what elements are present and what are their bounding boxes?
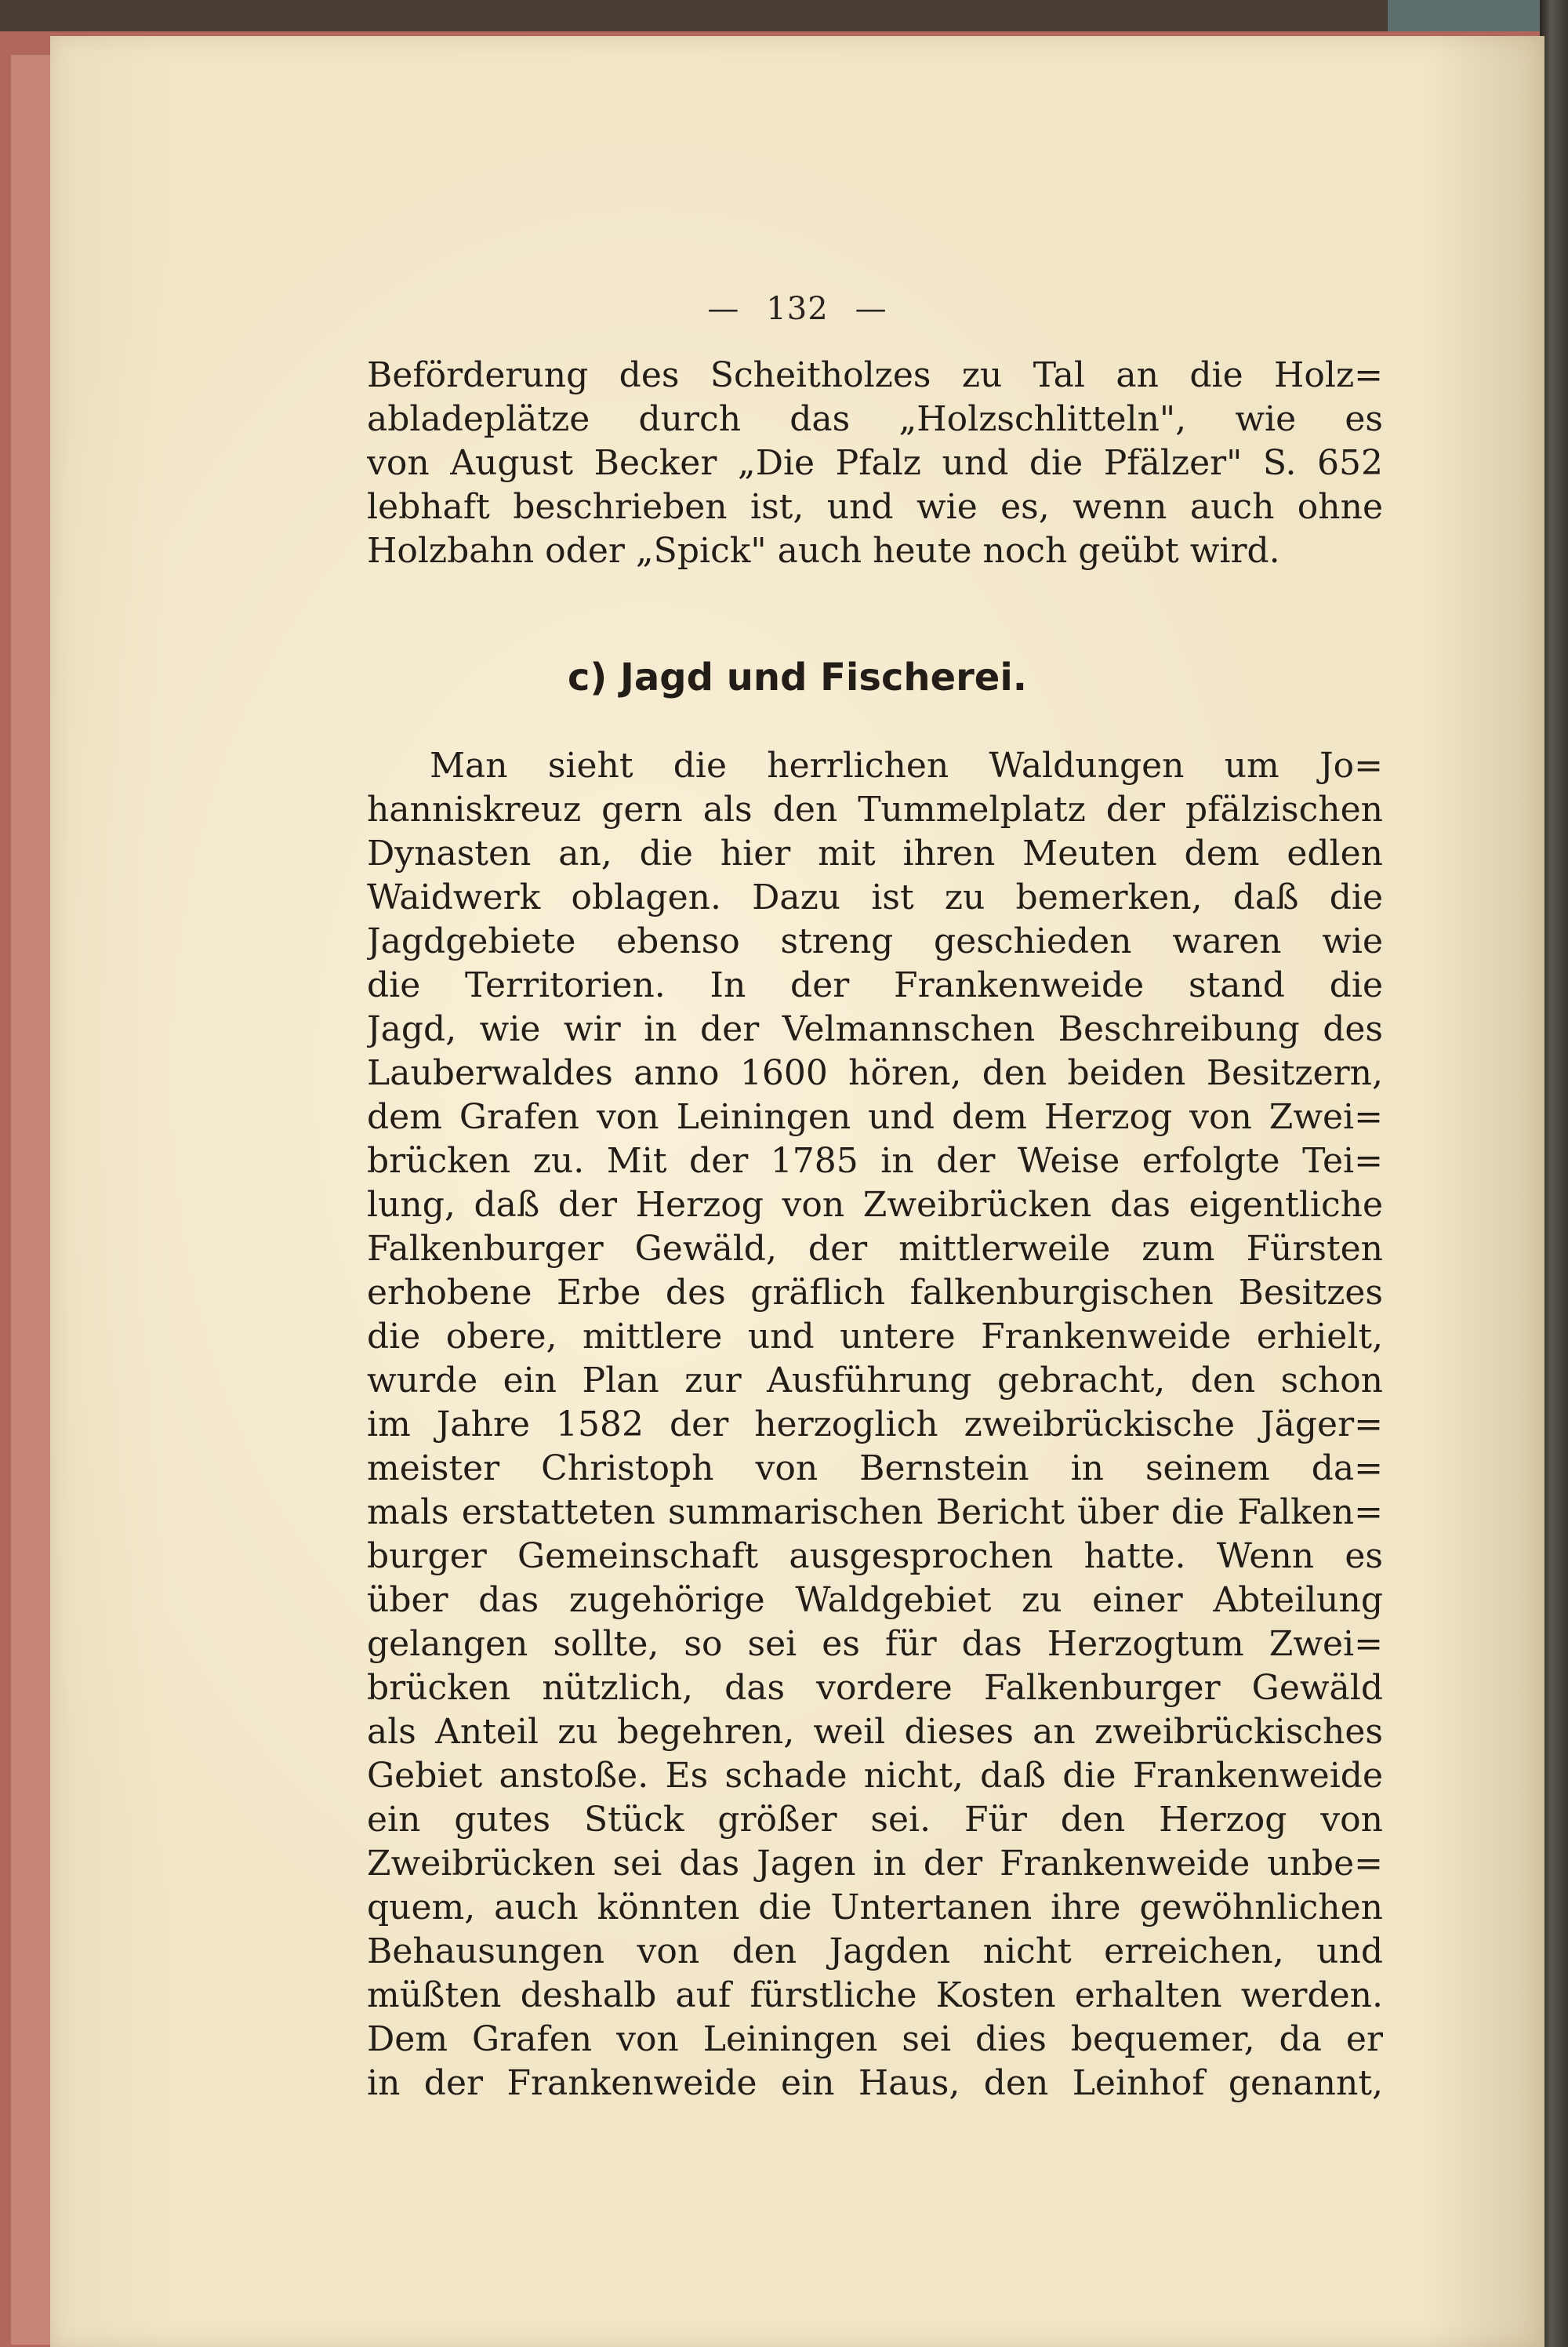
text-line: lung, daß der Herzog von Zweibrücken das eigentliche [367, 1185, 1383, 1225]
text-line: abladeplätze durch das „Holzschlitteln", wie es [367, 399, 1383, 439]
text-line: Jagdgebiete ebenso streng geschieden waren wie [367, 921, 1383, 961]
text-line: Jagd, wie wir in der Velmannschen Beschreibung des [367, 1009, 1383, 1049]
text-line: Lauberwaldes anno 1600 hören, den beiden Besitzern, [367, 1053, 1383, 1093]
text-line: wurde ein Plan zur Ausführung gebracht, den schon [367, 1361, 1383, 1401]
text-line: die Territorien. In der Frankenweide stand die [367, 965, 1383, 1005]
text-line: Gebiet anstoße. Es schade nicht, daß die Frankenweide [367, 1756, 1383, 1796]
text-line: Zweibrücken sei das Jagen in der Frankenweide unbe= [367, 1844, 1383, 1884]
text-line: über das zugehörige Waldgebiet zu einer Abteilung [367, 1580, 1383, 1620]
text-line: gelangen sollte, so sei es für das Herzogtum Zwei= [367, 1624, 1383, 1664]
text-line: in der Frankenweide ein Haus, den Leinhof genannt, [367, 2063, 1383, 2103]
text-line: brücken zu. Mit der 1785 in der Weise erfolgte Tei= [367, 1141, 1383, 1181]
text-line: erhobene Erbe des gräflich falkenburgischen Besitzes [367, 1273, 1383, 1313]
section-heading: c) Jagd und Fischerei. [567, 656, 1028, 699]
text-line: lebhaft beschrieben ist, und wie es, wenn auch ohne [367, 487, 1383, 527]
text-line: Waidwerk oblagen. Dazu ist zu bemerken, daß die [367, 877, 1383, 917]
text-line: meister Christoph von Bernstein in seinem da= [367, 1448, 1383, 1488]
text-line: die obere, mittlere und untere Frankenweide erhielt, [367, 1317, 1383, 1357]
page-number-dash-left: — [707, 291, 740, 327]
text-line: burger Gemeinschaft ausgesprochen hatte. Wenn es [367, 1536, 1383, 1576]
text-line: im Jahre 1582 der herzoglich zweibrückische Jäger= [367, 1404, 1383, 1444]
text-line: Beförderung des Scheitholzes zu Tal an die Holz= [367, 355, 1383, 395]
text-line: Dynasten an, die hier mit ihren Meuten dem edlen [367, 834, 1383, 874]
page-number: 132 [766, 291, 829, 327]
top-paragraph [367, 354, 1383, 573]
text-line: Falkenburger Gewäld, der mittlerweile zum Fürsten [367, 1229, 1383, 1269]
page-number-header [50, 291, 1544, 327]
text-line: Behausungen von den Jagden nicht erreichen, und [367, 1931, 1383, 1971]
text-line: als Anteil zu begehren, weil dieses an zweibrückisches [367, 1712, 1383, 1752]
text-line: Dem Grafen von Leiningen sei dies bequemer, da er [367, 2019, 1383, 2059]
text-line: Holzbahn oder „Spick" auch heute noch geübt wird. [367, 531, 1280, 571]
text-line: quem, auch könnten die Untertanen ihre gewöhnlichen [367, 1887, 1383, 1927]
text-line: ein gutes Stück größer sei. Für den Herzog von [367, 1800, 1383, 1840]
text-line: mals erstatteten summarischen Bericht über die Falken= [367, 1492, 1383, 1532]
text-line: müßten deshalb auf fürstliche Kosten erhalten werden. [367, 1975, 1383, 2015]
text-line: von August Becker „Die Pfalz und die Pfälzer" S. 652 [367, 443, 1383, 483]
main-paragraph [367, 744, 1383, 2105]
text-line: dem Grafen von Leiningen und dem Herzog von Zwei= [367, 1097, 1383, 1137]
text-line: Man sieht die herrlichen Waldungen um Jo= [430, 746, 1383, 786]
book-page [50, 36, 1544, 2347]
text-line: hanniskreuz gern als den Tummelplatz der pfälzischen [367, 790, 1383, 830]
page-number-dash-right: — [855, 291, 887, 327]
text-line: brücken nützlich, das vordere Falkenburger Gewäld [367, 1668, 1383, 1708]
